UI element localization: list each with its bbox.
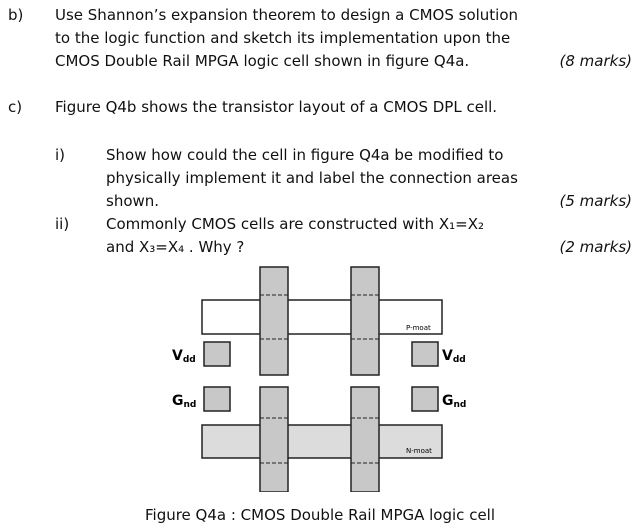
vdd-contact-right xyxy=(412,342,438,366)
part-i-label: i) xyxy=(55,146,66,164)
p-moat-label: P-moat xyxy=(406,324,431,332)
question-b-label: b) xyxy=(8,6,24,24)
figure-caption: Figure Q4a : CMOS Double Rail MPGA logic cell xyxy=(144,506,496,524)
n-moat-label: N-moat xyxy=(406,447,432,455)
part-i-line-2: physically implement it and label the connection areas xyxy=(106,169,518,187)
gate-column-1-top xyxy=(260,267,288,375)
gate-column-1-bottom xyxy=(260,387,288,492)
part-ii-marks: (2 marks) xyxy=(559,238,632,256)
part-ii-line-2: and X₃=X₄ . Why ? xyxy=(106,238,245,256)
part-ii-label: ii) xyxy=(55,215,70,233)
question-b-line-3: CMOS Double Rail MPGA logic cell shown in figure Q4a. xyxy=(55,52,470,70)
vdd-contact-left xyxy=(204,342,230,366)
question-c-label: c) xyxy=(8,98,23,116)
part-i-line-1: Show how could the cell in figure Q4a be modified to xyxy=(106,146,504,164)
question-b-marks: (8 marks) xyxy=(559,52,632,70)
part-i-marks: (5 marks) xyxy=(559,192,632,210)
gnd-label-right: Gnd xyxy=(442,393,467,410)
gnd-contact-left xyxy=(204,387,230,411)
vdd-label-right: Vdd xyxy=(442,348,466,365)
gnd-contact-right xyxy=(412,387,438,411)
question-b-line-2: to the logic function and sketch its implementation upon the xyxy=(55,29,511,47)
gate-column-2-top xyxy=(351,267,379,375)
part-i-line-3: shown. xyxy=(106,192,160,210)
question-b-line-1: Use Shannon’s expansion theorem to design a CMOS solution xyxy=(55,6,519,24)
vdd-label-left: Vdd xyxy=(172,348,196,365)
question-c-intro: Figure Q4b shows the transistor layout of a CMOS DPL cell. xyxy=(55,98,498,116)
gnd-label-left: Gnd xyxy=(172,393,197,410)
gate-column-2-bottom xyxy=(351,387,379,492)
part-ii-line-1: Commonly CMOS cells are constructed with X₁=X₂ xyxy=(106,215,484,233)
mpga-cell-figure xyxy=(150,262,490,492)
